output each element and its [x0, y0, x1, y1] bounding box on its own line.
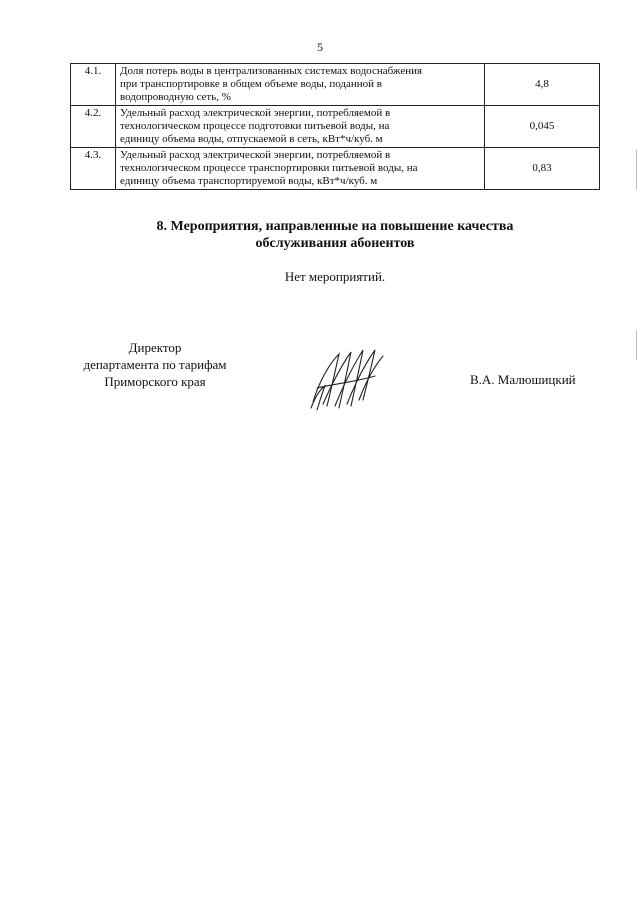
row-number: 4.3.	[71, 148, 116, 190]
row-description	[116, 64, 485, 106]
description-line: при транспортировке в общем объеме воды, поданной в	[120, 78, 382, 90]
signer-title-line: Директор	[128, 340, 182, 355]
signer-title-line: Приморского края	[104, 374, 206, 389]
signer-name: В.А. Малюшицкий	[470, 372, 576, 387]
description-line: Удельный расход электрической энергии, потребляемой в	[120, 107, 391, 119]
scan-edge-mark	[636, 150, 637, 190]
description-line: Удельный расход электрической энергии, потребляемой в	[120, 149, 391, 161]
row-description	[116, 148, 485, 190]
row-number: 4.1.	[71, 64, 116, 106]
table-row	[71, 64, 600, 106]
description-line: единицу объема транспортируемой воды, кВт*ч/куб. м	[120, 175, 378, 187]
description-line: водопроводную сеть, %	[120, 91, 231, 103]
description-line: технологическом процессе подготовки питьевой воды, на	[120, 120, 390, 132]
row-number: 4.2.	[71, 106, 116, 148]
description-line: технологическом процессе транспортировки питьевой воды, на	[120, 162, 418, 174]
row-value: 4,8	[485, 64, 600, 106]
table-row	[71, 106, 600, 148]
signer-title	[60, 339, 250, 390]
page-number: 5	[317, 40, 323, 54]
table-row	[71, 148, 600, 190]
signer-title-line: департамента по тарифам	[83, 357, 227, 372]
row-value: 0,045	[485, 106, 600, 148]
section-heading	[100, 218, 570, 252]
section-body: Нет мероприятий.	[284, 269, 386, 284]
scan-edge-mark	[636, 330, 637, 360]
section-heading-line: обслуживания абонентов	[255, 236, 415, 251]
row-description	[116, 106, 485, 148]
row-value: 0,83	[485, 148, 600, 190]
handwritten-signature	[305, 342, 390, 414]
section-heading-line: 8. Мероприятия, направленные на повышение качества	[156, 219, 514, 234]
indicators-table	[70, 63, 600, 190]
description-line: единицу объема воды, отпускаемой в сеть, кВт*ч/куб. м	[120, 133, 383, 145]
description-line: Доля потерь воды в централизованных системах водоснабжения	[120, 65, 423, 77]
